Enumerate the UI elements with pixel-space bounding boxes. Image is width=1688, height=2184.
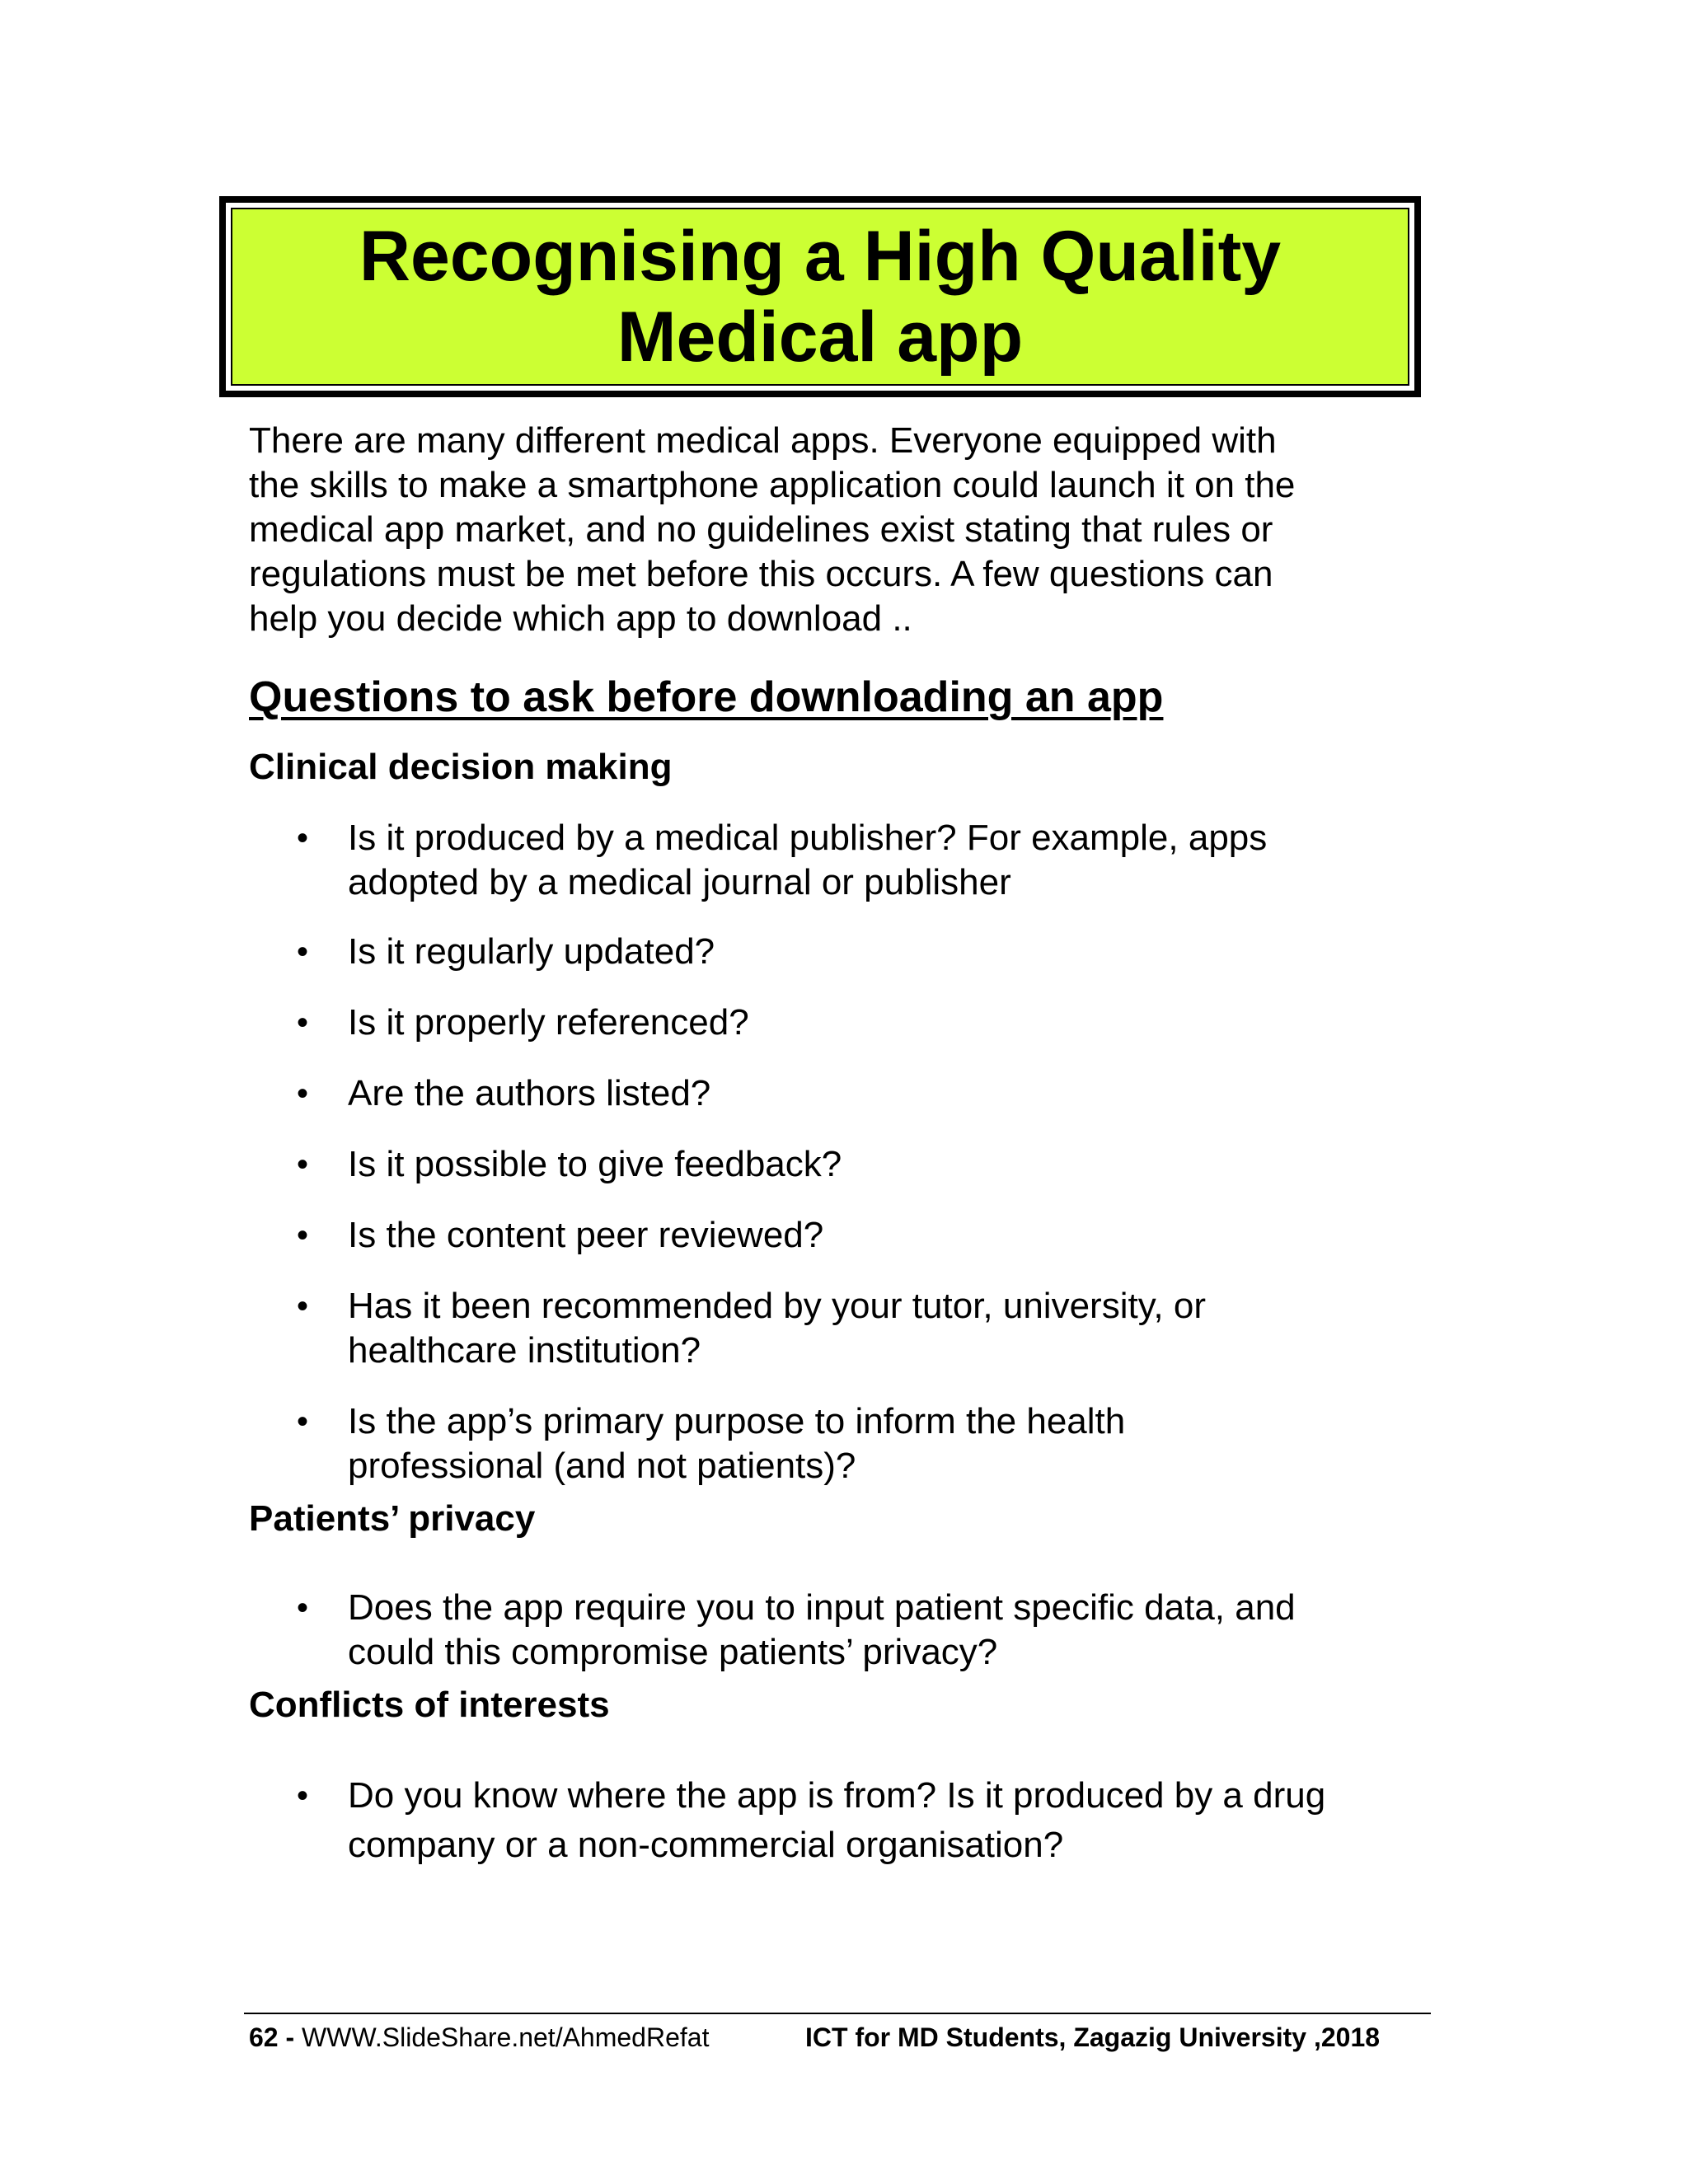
list-item-line: company or a non-commercial organisation? — [348, 1825, 1064, 1865]
section-heading: Questions to ask before downloading an app — [249, 673, 1164, 721]
footer-site-link[interactable]: WWW.SlideShare.net/AhmedRefat — [302, 2022, 710, 2052]
list-item-text — [348, 1399, 1125, 1488]
title-box — [219, 196, 1421, 397]
list-item-text — [348, 1774, 1325, 1868]
list-item-text — [348, 816, 1267, 905]
bullet-icon: • — [297, 1146, 309, 1183]
group-heading-clinical: Clinical decision making — [249, 747, 673, 787]
bullet-icon: • — [297, 1778, 309, 1814]
title-box-inner — [231, 208, 1409, 386]
bullet-icon: • — [297, 1076, 309, 1112]
intro-line: There are many different medical apps. Everyone equipped with — [249, 420, 1277, 461]
list-item-line: Is the content peer reviewed? — [348, 1215, 824, 1255]
list-item-line: Is the app’s primary purpose to inform the health — [348, 1401, 1126, 1441]
title-line-2: Medical app — [617, 298, 1024, 377]
intro-line: the skills to make a smartphone application could launch it on the — [249, 465, 1296, 505]
bullet-icon: • — [297, 934, 309, 970]
content-area — [249, 419, 1444, 1865]
list-item-line: professional (and not patients)? — [348, 1446, 856, 1486]
bullet-icon: • — [297, 1005, 309, 1041]
intro-line: regulations must be met before this occurs. A few questions can — [249, 554, 1273, 594]
intro-paragraph — [249, 419, 1444, 641]
list-item-text — [348, 1001, 749, 1045]
list-item-text — [348, 1071, 710, 1116]
intro-line: medical app market, and no guidelines exist stating that rules or — [249, 509, 1273, 550]
list-item-text — [348, 930, 715, 974]
bullet-icon: • — [297, 1590, 309, 1626]
intro-line: help you decide which app to download .. — [249, 598, 912, 639]
list-item-line: Is it properly referenced? — [348, 1002, 749, 1043]
bullet-icon: • — [297, 1217, 309, 1254]
list-item-line: healthcare institution? — [348, 1330, 701, 1371]
list-item-line: Is it produced by a medical publisher? For example, apps — [348, 818, 1268, 858]
bullet-icon: • — [297, 1288, 309, 1324]
bullet-icon: • — [297, 820, 309, 856]
footer-divider — [244, 2013, 1431, 2014]
list-item-line: adopted by a medical journal or publisher — [348, 862, 1011, 902]
list-item-line: Is it possible to give feedback? — [348, 1144, 842, 1184]
title-line-1: Recognising a High Quality — [359, 217, 1282, 296]
page-footer — [249, 2021, 1381, 2054]
list-item-line: could this compromise patients’ privacy? — [348, 1632, 998, 1672]
list-item-line: Are the authors listed? — [348, 1073, 711, 1113]
page-number: 62 - — [249, 2022, 295, 2052]
list-item-line: Has it been recommended by your tutor, university, or — [348, 1286, 1207, 1326]
group-heading-privacy: Patients’ privacy — [249, 1498, 536, 1539]
list-item-text — [348, 1213, 823, 1258]
group-heading-conflicts: Conflicts of interests — [249, 1685, 610, 1725]
bullet-icon: • — [297, 1404, 309, 1440]
list-item-line: Does the app require you to input patient specific data, and — [348, 1587, 1296, 1628]
list-item-text — [348, 1284, 1206, 1373]
list-item-text — [348, 1142, 842, 1187]
footer-course-title: ICT for MD Students, Zagazig University ,2018 — [805, 2022, 1381, 2052]
list-item-text — [348, 1586, 1296, 1675]
list-item-line: Is it regularly updated? — [348, 931, 715, 972]
list-item-line: Do you know where the app is from? Is it produced by a drug — [348, 1775, 1326, 1816]
